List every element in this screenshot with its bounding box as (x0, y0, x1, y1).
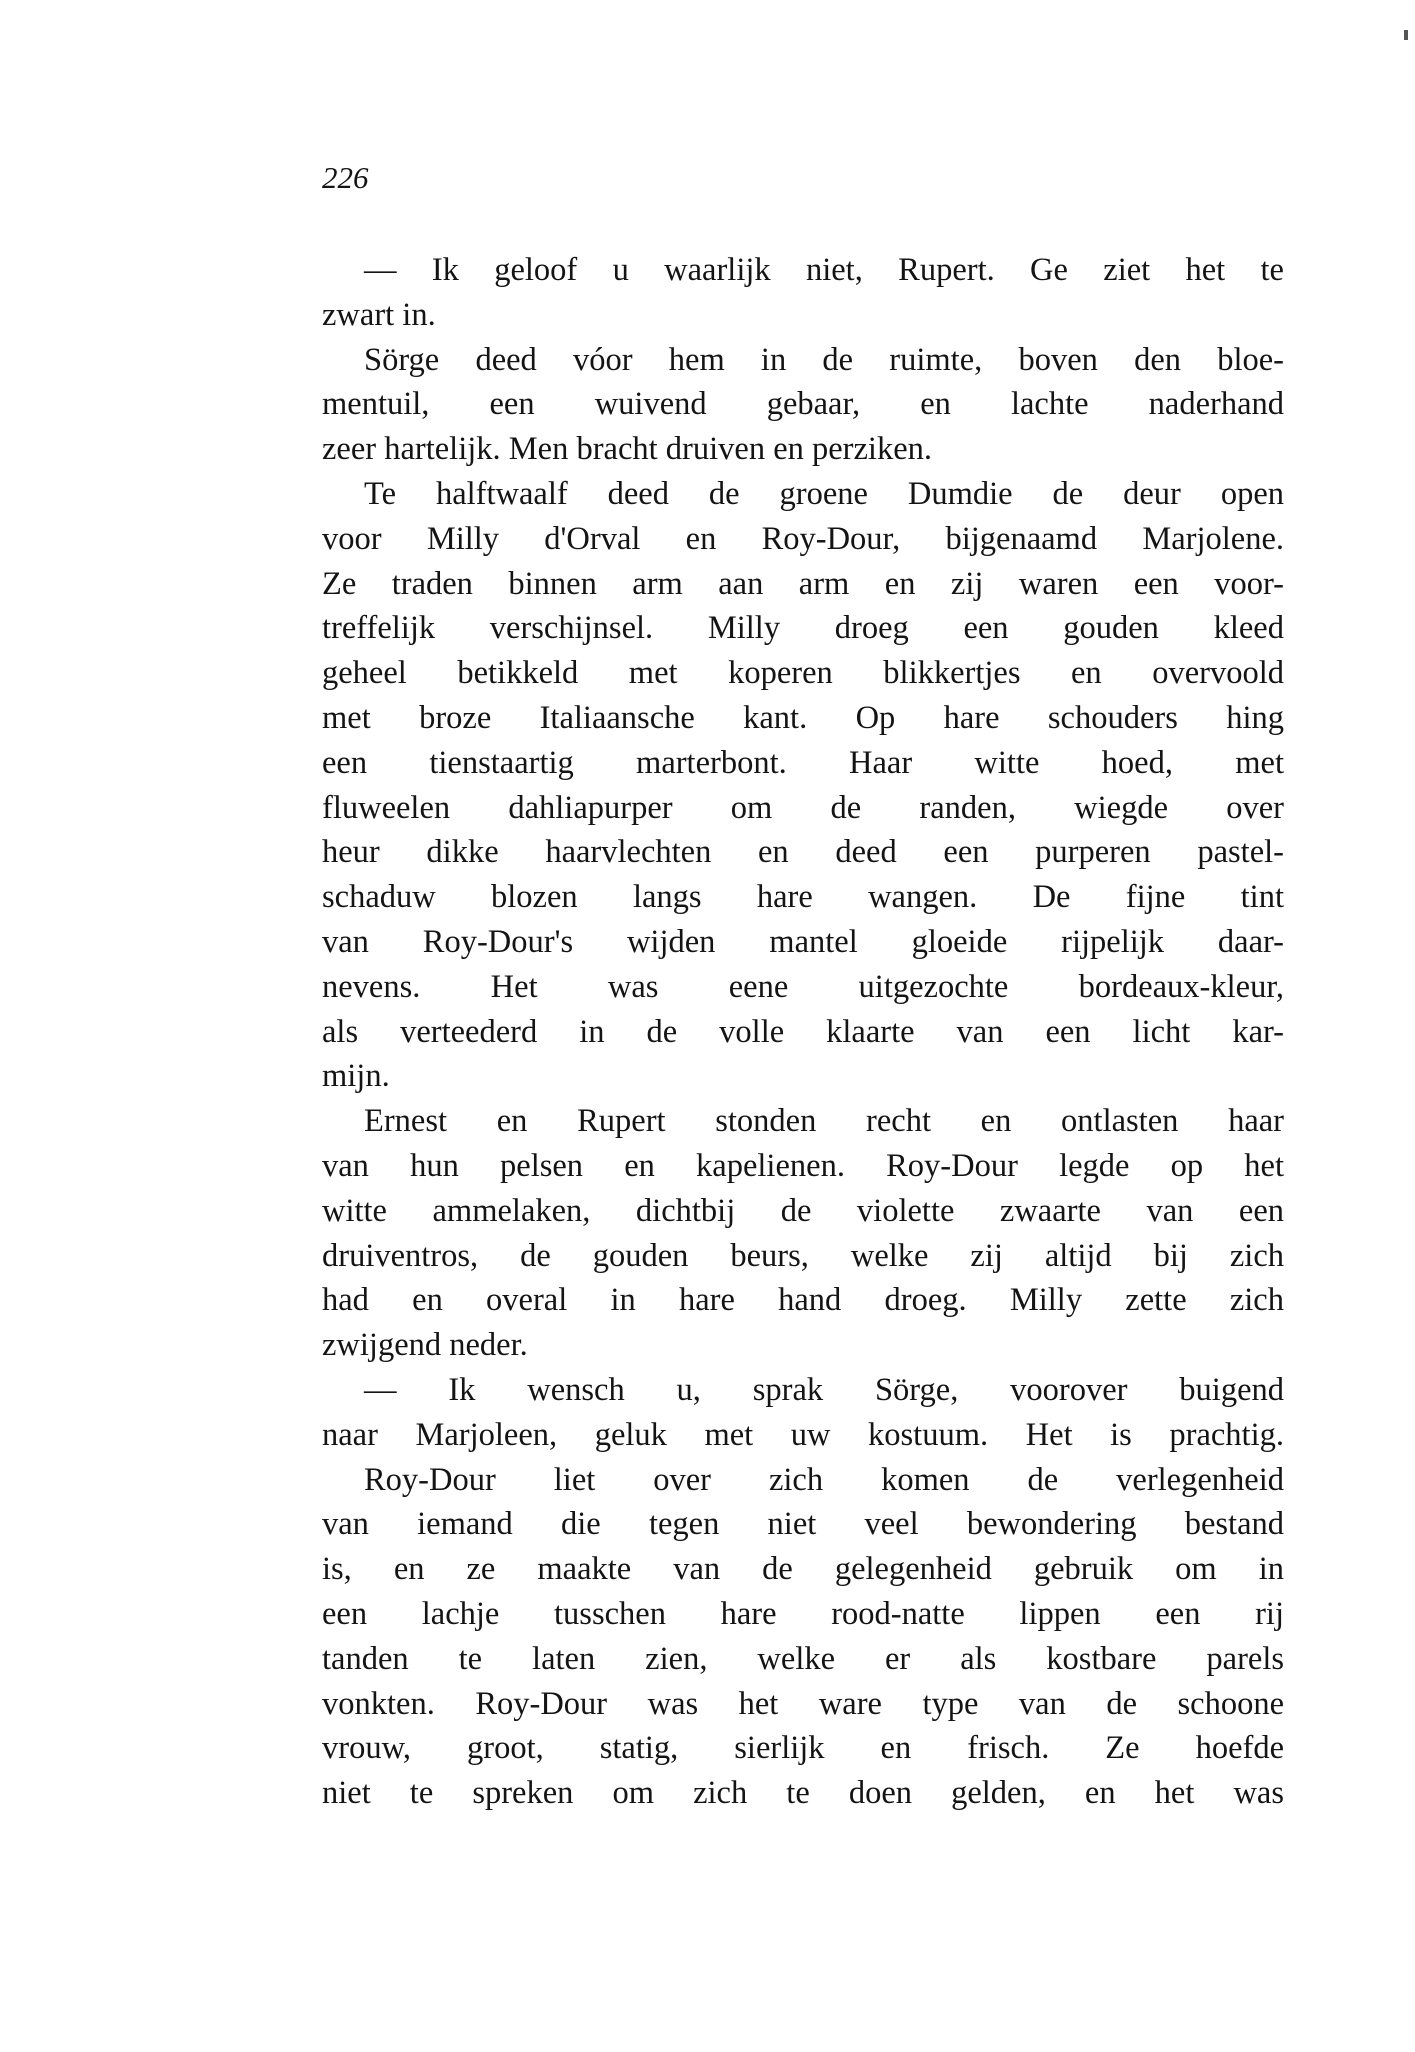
text-line: naar Marjoleen, geluk met uw kostuum. Het is prachtig. (322, 1416, 1284, 1453)
text-line: fluweelen dahliapurper om de randen, wiegde over (322, 789, 1284, 826)
body-text (322, 248, 1284, 1816)
text-line: met broze Italiaansche kant. Op hare schouders hing (322, 699, 1284, 736)
text-line: van hun pelsen en kapelienen. Roy-Dour legde op het (322, 1147, 1284, 1184)
text-line: zwart in. (322, 296, 436, 333)
page-number: 226 (322, 160, 369, 195)
text-line: Sörge deed vóor hem in de ruimte, boven den bloe- (364, 341, 1284, 378)
text-line: witte ammelaken, dichtbij de violette zwaarte van een (322, 1192, 1284, 1229)
scan-mark (1404, 30, 1408, 40)
text-line: nevens. Het was eene uitgezochte bordeaux-kleur, (322, 968, 1284, 1005)
text-line: als verteederd in de volle klaarte van een licht kar- (322, 1013, 1284, 1050)
text-line: vrouw, groot, statig, sierlijk en frisch. Ze hoefde (322, 1730, 1284, 1767)
text-line: druiventros, de gouden beurs, welke zij altijd bij zich (322, 1237, 1284, 1274)
text-line: — Ik geloof u waarlijk niet, Rupert. Ge ziet het te (364, 252, 1284, 288)
text-line: zeer hartelijk. Men bracht druiven en perziken. (322, 431, 932, 468)
text-line: had en overal in hare hand droeg. Milly zette zich (322, 1282, 1284, 1319)
text-line: een tienstaartig marterbont. Haar witte hoed, met (322, 744, 1284, 781)
text-line: niet te spreken om zich te doen gelden, en het was (322, 1775, 1284, 1812)
text-line: geheel betikkeld met koperen blikkertjes en overvoold (322, 655, 1284, 692)
text-line: Ze traden binnen arm aan arm en zij waren een voor- (322, 565, 1284, 602)
text-line: vonkten. Roy-Dour was het ware type van de schoone (322, 1685, 1284, 1722)
text-line: heur dikke haarvlechten en deed een purperen pastel- (322, 834, 1284, 871)
text-line: schaduw blozen langs hare wangen. De fijne tint (322, 879, 1284, 916)
text-line: tanden te laten zien, welke er als kostbare parels (322, 1640, 1284, 1677)
text-line: van Roy-Dour's wijden mantel gloeide rijpelijk daar- (322, 923, 1284, 960)
text-line: voor Milly d'Orval en Roy-Dour, bijgenaamd Marjolene. (322, 520, 1284, 557)
text-line: Ernest en Rupert stonden recht en ontlasten haar (364, 1103, 1284, 1140)
text-line: Roy-Dour liet over zich komen de verlegenheid (364, 1461, 1284, 1498)
text-line: van iemand die tegen niet veel bewondering bestand (322, 1506, 1284, 1543)
text-line: treffelijk verschijnsel. Milly droeg een gouden kleed (322, 610, 1284, 647)
text-line: een lachje tusschen hare rood-natte lippen een rij (322, 1595, 1284, 1632)
text-line: is, en ze maakte van de gelegenheid gebruik om in (322, 1551, 1284, 1588)
text-line: mijn. (322, 1058, 390, 1095)
text-line: zwijgend neder. (322, 1327, 528, 1364)
text-line: Te halftwaalf deed de groene Dumdie de deur open (364, 475, 1284, 512)
text-line: — Ik wensch u, sprak Sörge, voorover buigend (364, 1371, 1284, 1408)
text-line: mentuil, een wuivend gebaar, en lachte naderhand (322, 386, 1284, 423)
